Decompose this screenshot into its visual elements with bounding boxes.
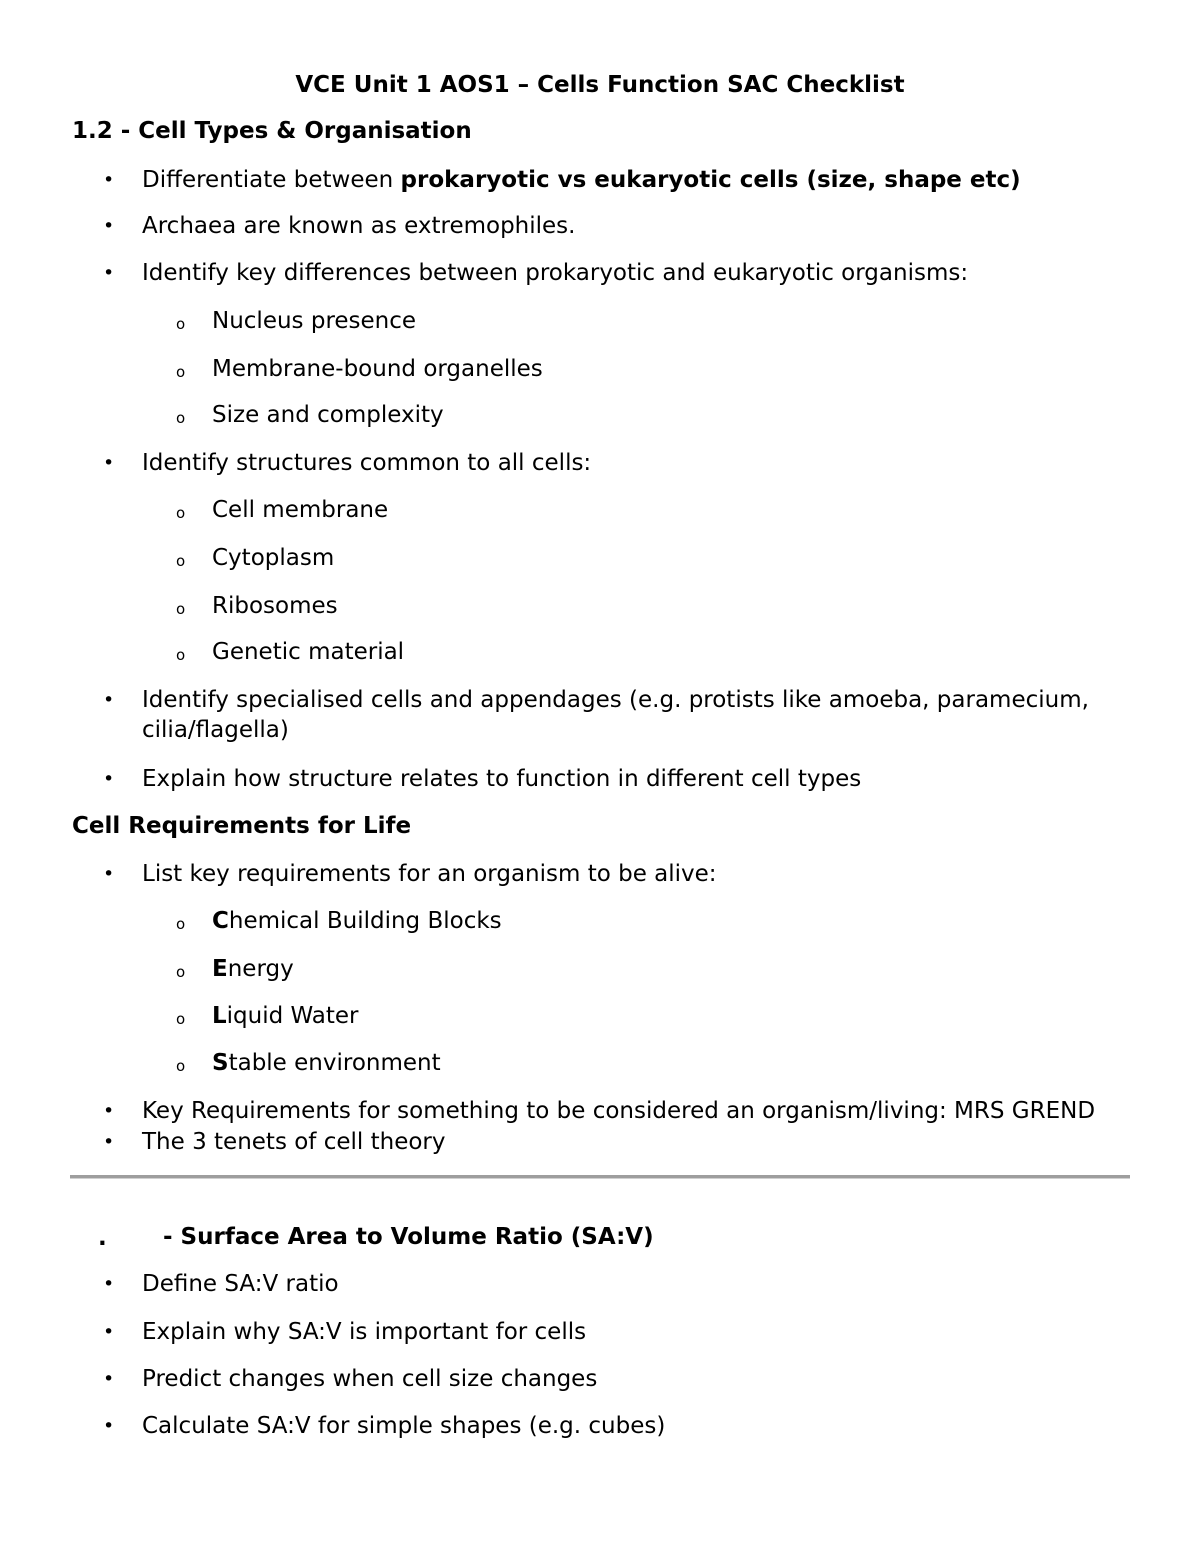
acronym-initial: L (212, 1003, 227, 1029)
section-number: . (98, 1225, 107, 1251)
bullet-text: Key Requirements for something to be considered an organism/living: MRS GREND (142, 1098, 1096, 1124)
sub-item-text: Membrane-bound organelles (212, 356, 543, 382)
document-title: VCE Unit 1 AOS1 – Cells Function SAC Checklist (295, 72, 905, 98)
acronym-initial: C (212, 908, 229, 934)
bullet-text: Calculate SA:V for simple shapes (e.g. cubes) (142, 1413, 666, 1439)
acronym-initial: E (212, 956, 228, 982)
bullet-text: Explain how structure relates to function in different cell types (142, 766, 862, 792)
sub-item-text: table environment (228, 1050, 441, 1076)
acronym-initial: S (212, 1050, 229, 1076)
section-heading-sa-v: - Surface Area to Volume Ratio (SA:V) (163, 1224, 654, 1250)
bullet-text: Archaea are known as extremophiles. (142, 213, 576, 239)
horizontal-divider (70, 1175, 1130, 1179)
bullet-text: List key requirements for an organism to be alive: (142, 861, 717, 887)
section-heading-cell-requirements: Cell Requirements for Life (72, 813, 412, 839)
sub-item-text: Cytoplasm (212, 545, 335, 571)
bullet-text: Identify specialised cells and appendages (e.g. protists like amoeba, paramecium, cilia/flagella) (142, 687, 1089, 743)
sub-item-text: nergy (227, 956, 294, 982)
bullet-text: Predict changes when cell size changes (142, 1366, 598, 1392)
sub-item-text: hemical Building Blocks (228, 908, 502, 934)
sub-item-text: Ribosomes (212, 593, 338, 619)
bullet-text: The 3 tenets of cell theory (142, 1129, 446, 1155)
sub-item-text: Cell membrane (212, 497, 389, 523)
sub-item-text: iquid Water (226, 1003, 359, 1029)
bullet-text: Explain why SA:V is important for cells (142, 1319, 587, 1345)
bullet-text: Differentiate between (142, 167, 401, 193)
sub-item-text: Genetic material (212, 639, 405, 665)
bullet-bold-text: prokaryotic vs eukaryotic cells (size, shape etc) (400, 167, 1021, 193)
sub-item-text: Nucleus presence (212, 308, 417, 334)
bullet-text: Identify structures common to all cells: (142, 450, 592, 476)
sub-item-text: Size and complexity (212, 402, 444, 428)
section-heading-cell-types: 1.2 - Cell Types & Organisation (72, 118, 472, 144)
bullet-text: Define SA:V ratio (142, 1271, 339, 1297)
bullet-text: Identify key differences between prokaryotic and eukaryotic organisms: (142, 260, 969, 286)
